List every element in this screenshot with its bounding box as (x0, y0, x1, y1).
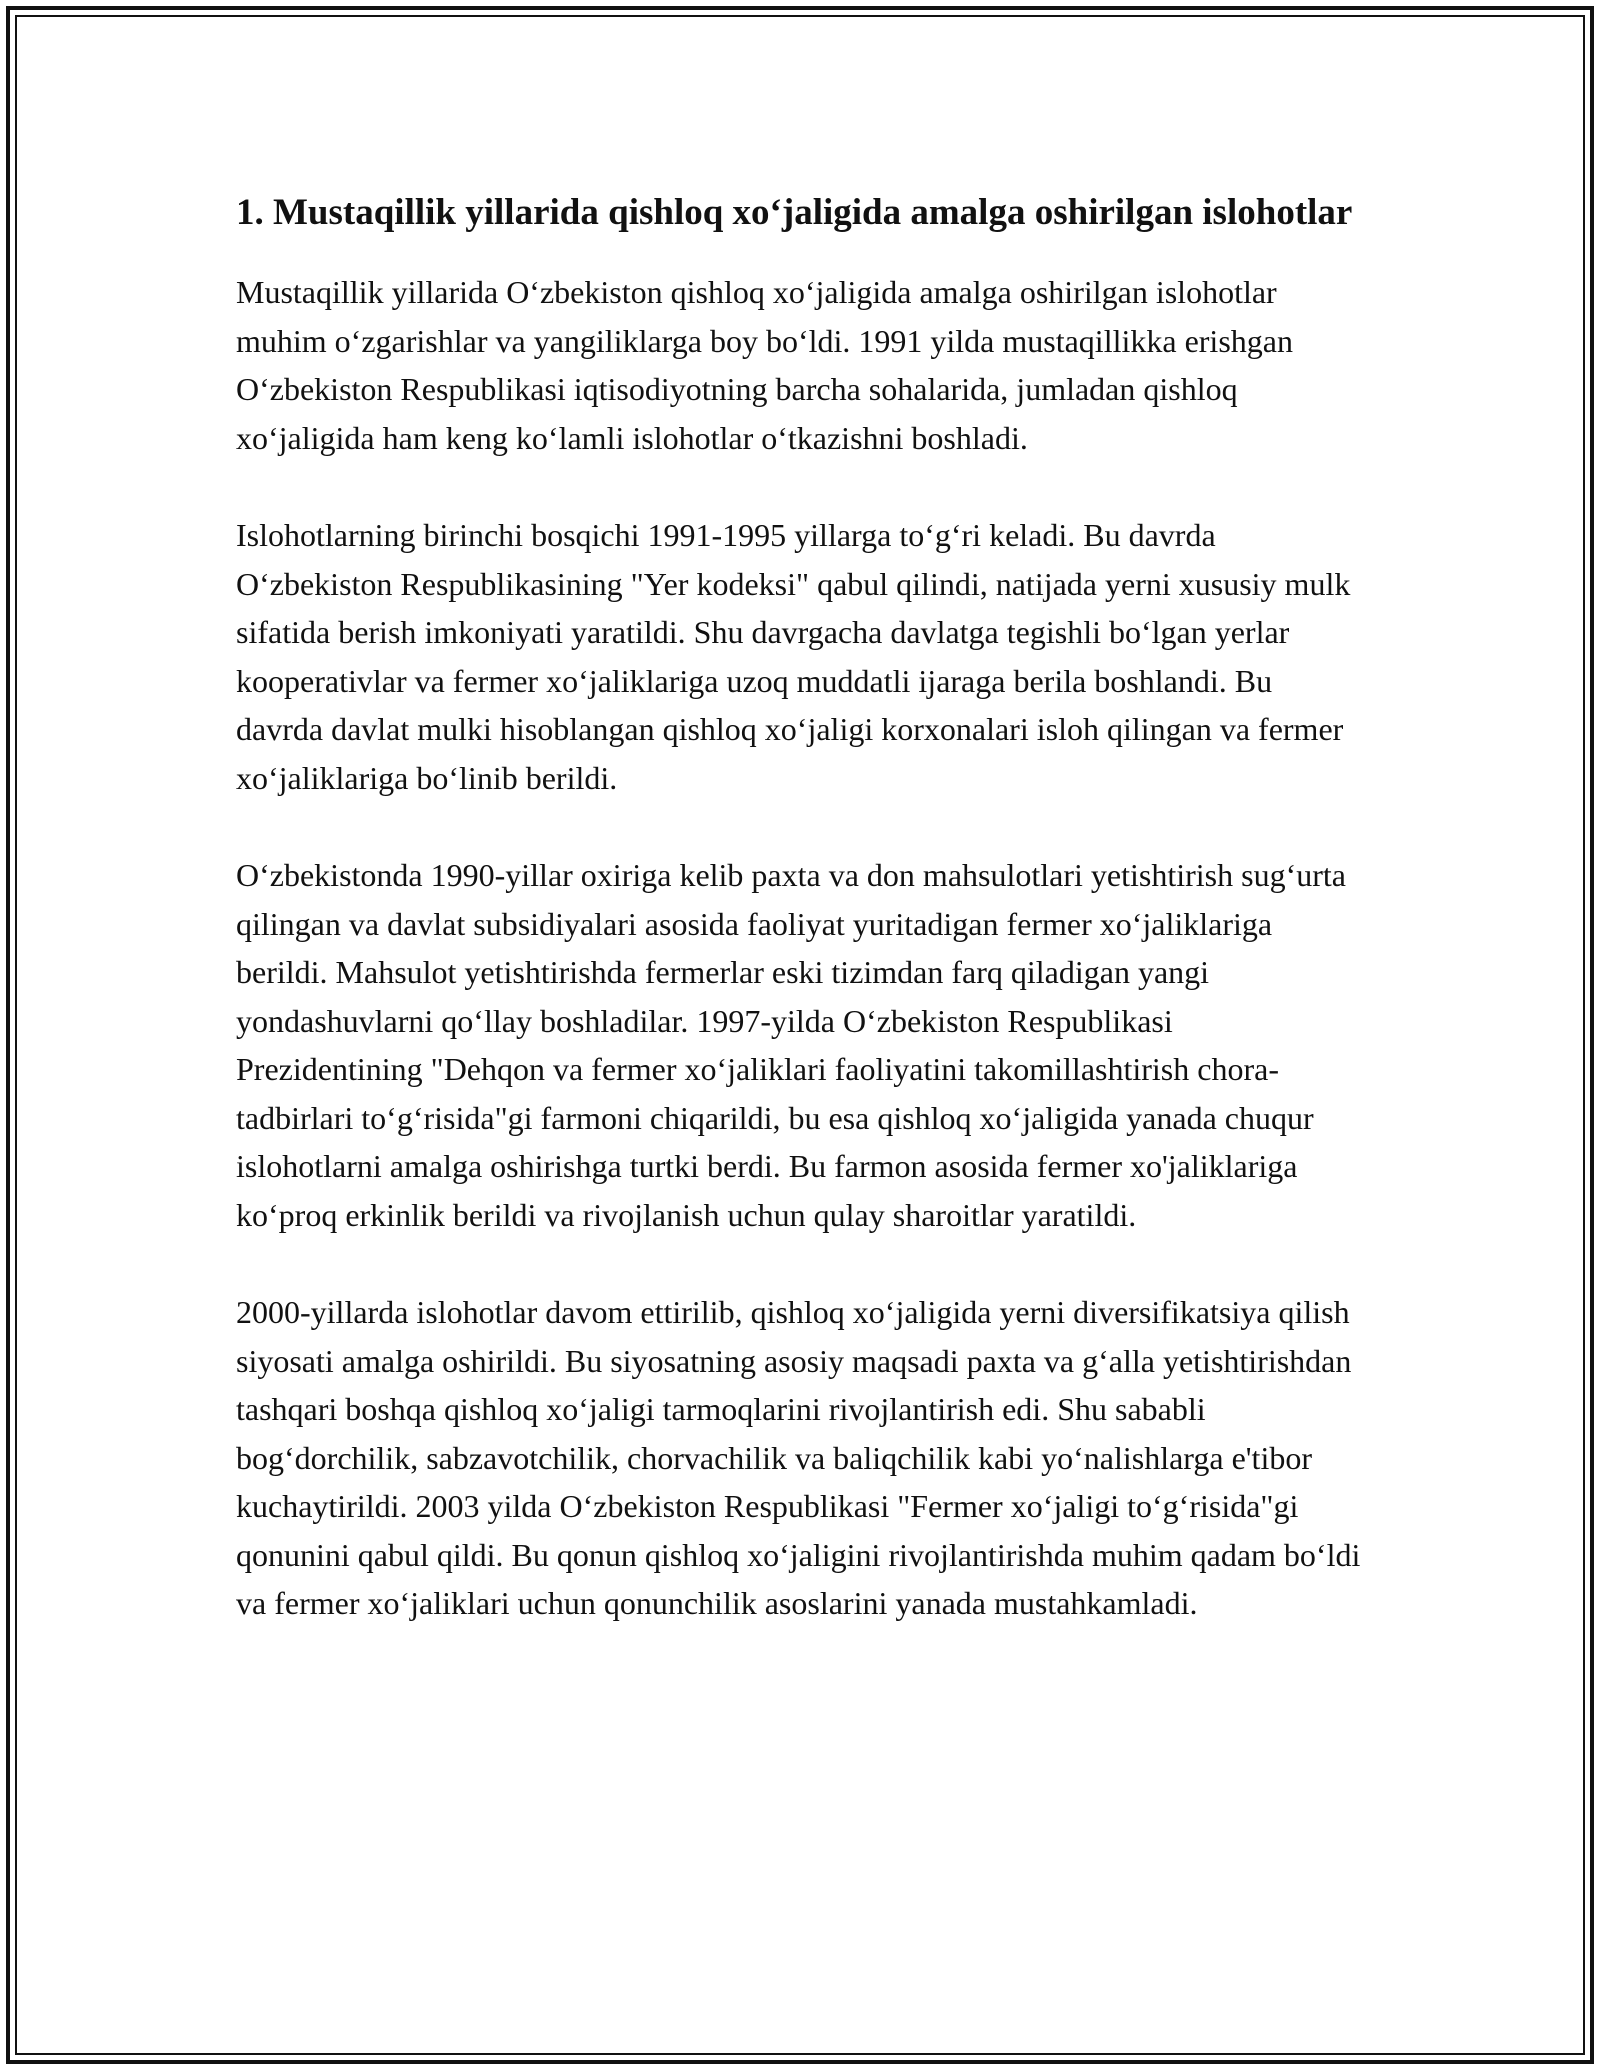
paragraph-2: Islohotlarning birinchi bosqichi 1991-1995 yillarga toʻgʻri keladi. Bu davrda Oʻzbekiston Respublikasining "Yer kodeksi" qabul qilindi, natijada yerni xususiy mulk sifatida berish imkoniyati yaratildi. Shu davrgacha davlatga tegishli boʻlgan yerlar kooperativlar va fermer xoʻjaliklariga uzoq muddatli ijaraga berila boshlandi. Bu davrda davlat mulki hisoblangan qishloq xoʻjaligi korxonalari isloh qilingan va fermer xoʻjaliklariga boʻlinib berildi. (236, 517, 1351, 796)
section-heading: 1. Mustaqillik yillarida qishloq xoʻjaligida amalga oshirilgan islohotlar (236, 192, 1353, 233)
paragraph-4: 2000-yillarda islohotlar davom ettirilib, qishloq xoʻjaligida yerni diversifikatsiya qilish siyosati amalga oshirildi. Bu siyosatning asosiy maqsadi paxta va gʻalla yetishtirishdan tashqari boshqa qishloq xoʻjaligi tarmoqlarini rivojlantirish edi. Shu sababli bogʻdorchilik, sabzavotchilik, chorvachilik va baliqchilik kabi yoʻnalishlarga e'tibor kuchaytirildi. 2003 yilda Oʻzbekiston Respublikasi "Fermer xoʻjaligi toʻgʻrisida"gi qonunini qabul qildi. Bu qonun qishloq xoʻjaligini rivojlantirishda muhim qadam boʻldi va fermer xoʻjaliklari uchun qonunchilik asoslarini yanada mustahkamladi. (236, 1294, 1361, 1621)
paragraph-1: Mustaqillik yillarida Oʻzbekiston qishloq xoʻjaligida amalga oshirilgan islohotlar muhim oʻzgarishlar va yangiliklarga boy boʻldi. 1991 yilda mustaqillikka erishgan Oʻzbekiston Respublikasi iqtisodiyotning barcha sohalarida, jumladan qishloq xoʻjaligida ham keng koʻlamli islohotlar oʻtkazishni boshladi. (236, 274, 1293, 456)
document-body (236, 186, 1366, 1677)
paragraph-3: Oʻzbekistonda 1990-yillar oxiriga kelib paxta va don mahsulotlari yetishtirish sugʻurta qilingan va davlat subsidiyalari asosida faoliyat yuritadigan fermer xoʻjaliklariga berildi. Mahsulot yetishtirishda fermerlar eski tizimdan farq qiladigan yangi yondashuvlarni qoʻllay boshladilar. 1997-yilda Oʻzbekiston Respublikasi Prezidentining "Dehqon va fermer xoʻjaliklari faoliyatini takomillashtirish chora-tadbirlari toʻgʻrisida"gi farmoni chiqarildi, bu esa qishloq xoʻjaligida yanada chuqur islohotlarni amalga oshirishga turtki berdi. Bu farmon asosida fermer xo'jaliklariga koʻproq erkinlik berildi va rivojlanish uchun qulay sharoitlar yaratildi. (236, 857, 1346, 1233)
